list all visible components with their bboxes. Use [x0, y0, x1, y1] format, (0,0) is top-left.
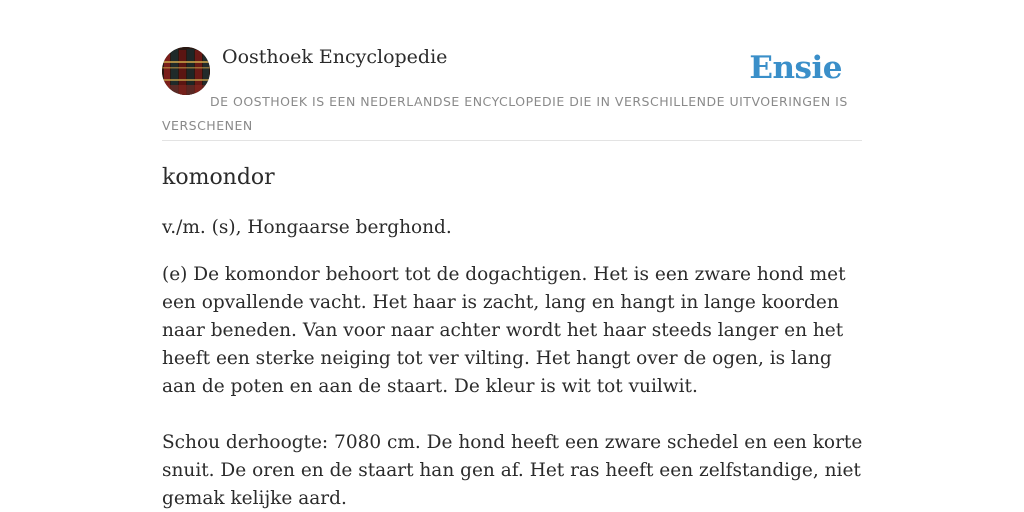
- publication-name-link[interactable]: Oosthoek Encyclopedie: [222, 46, 448, 68]
- ensie-logo-link[interactable]: Ensie: [749, 50, 842, 86]
- encyclopedia-books-icon: [162, 47, 210, 95]
- publication-tagline: DE OOSTHOEK IS EEN NEDERLANDSE ENCYCLOPEDIE DIE IN VERSCHILLENDE UITVOERINGEN IS VERSCHENEN: [162, 94, 848, 133]
- entry-definition: v./m. (s), Hongaarse berghond.: [162, 217, 452, 238]
- entry-content: [162, 162, 866, 512]
- entry-title: komondor: [162, 165, 275, 190]
- entry-paragraph: Schou derhoogte: 7080 cm. De hond heeft een zware schedel en een korte snuit. De oren en de staart han gen af. Het ras heeft een zelfstandige, niet gemak kelijke aard.: [162, 432, 863, 509]
- publication-avatar[interactable]: [162, 47, 210, 95]
- publication-header: [162, 46, 862, 141]
- entry-paragraph: (e) De komondor behoort tot de dogachtigen. Het is een zware hond met een opvallende vacht. Het haar is zacht, lang en hangt in lange koorden naar beneden. Van voor naar achter wordt het haar steeds langer en het heeft een sterke neiging tot ver vilting. Het hangt over de ogen, is lang aan de poten en aan de staart. De kleur is wit tot vuilwit.: [162, 264, 846, 397]
